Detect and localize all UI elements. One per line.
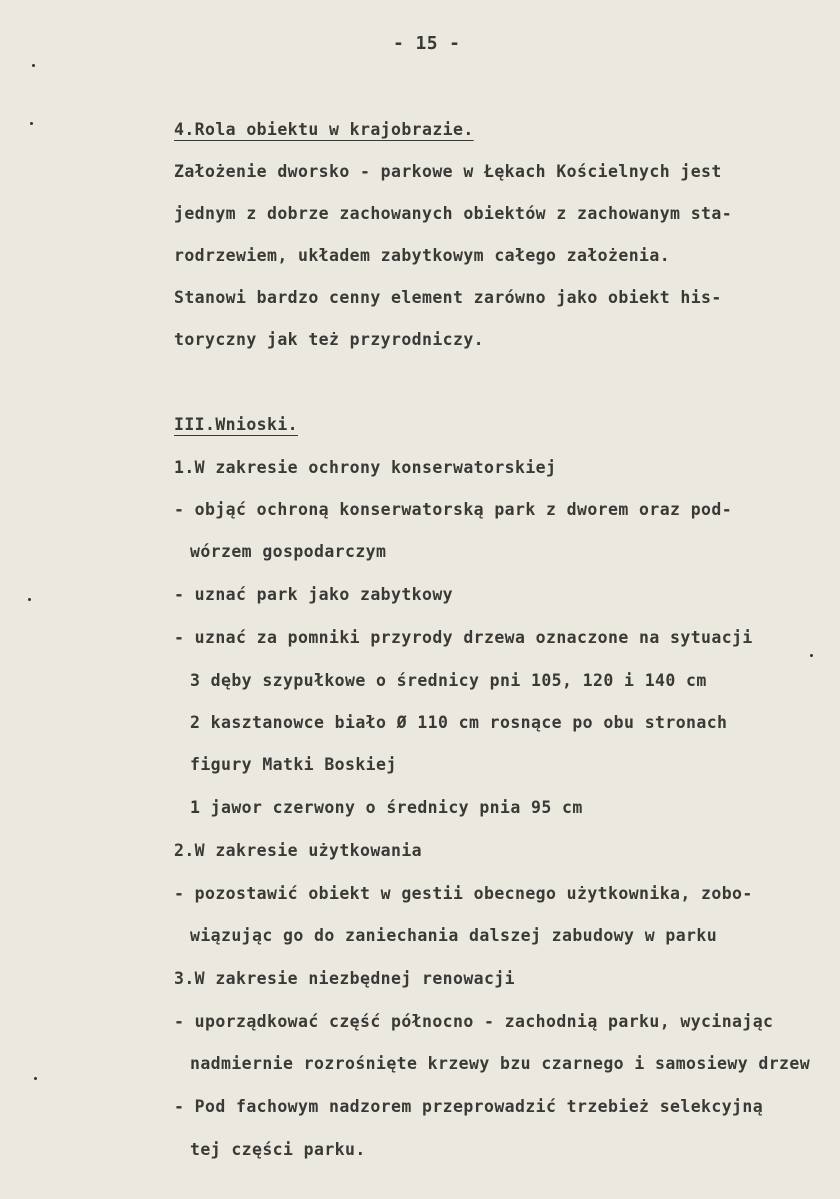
list-item: - objąć ochroną konserwatorską park z dworem oraz pod- [174,500,733,519]
list-item: - uznać za pomniki przyrody drzewa oznaczone na sytuacji [174,628,753,647]
list-item-continuation: wiązując go do zaniechania dalszej zabudowy w parku [190,926,718,945]
scan-speck [810,654,813,657]
tree-entry: 3 dęby szypułkowe o średnicy pni 105, 120 i 140 cm [190,671,707,690]
text-line: Stanowi bardzo cenny element zarówno jako obiekt his- [174,288,722,307]
list-item-continuation: tej części parku. [190,1140,366,1159]
subheading-use: 2.W zakresie użytkowania [174,841,423,860]
text-line: rodrzewiem, układem zabytkowym całego założenia. [174,246,671,265]
list-item: - pozostawić obiekt w gestii obecnego użytkownika, zobo- [174,884,753,903]
tree-entry: 1 jawor czerwony o średnicy pnia 95 cm [190,798,583,817]
section-heading-conclusions: III.Wnioski. [174,415,299,434]
tree-entry-continuation: figury Matki Boskiej [190,755,397,774]
text-line: toryczny jak też przyrodniczy. [174,330,485,349]
scan-speck [28,598,31,601]
text-line: jednym z dobrze zachowanych obiektów z zachowanym sta- [174,204,733,223]
section-heading-landscape: 4.Rola obiektu w krajobrazie. [174,120,474,139]
page-number: - 15 - [393,33,461,54]
list-item: - Pod fachowym nadzorem przeprowadzić trzebież selekcyjną [174,1097,764,1116]
list-item: - uporządkować część północno - zachodnią parku, wycinając [174,1012,774,1031]
scan-speck [30,122,33,125]
list-item-continuation: wórzem gospodarczym [190,542,387,561]
text-line: Założenie dworsko - parkowe w Łękach Kościelnych jest [174,162,722,181]
list-item-continuation: nadmiernie rozrośnięte krzewy bzu czarnego i samosiewy drzew [190,1054,811,1073]
tree-entry: 2 kasztanowce biało Ø 110 cm rosnące po obu stronach [190,713,728,732]
subheading-conservation: 1.W zakresie ochrony konserwatorskiej [174,458,557,477]
scan-speck [32,64,35,67]
subheading-renovation: 3.W zakresie niezbędnej renowacji [174,969,516,988]
scan-speck [34,1077,37,1080]
list-item: - uznać park jako zabytkowy [174,585,454,604]
